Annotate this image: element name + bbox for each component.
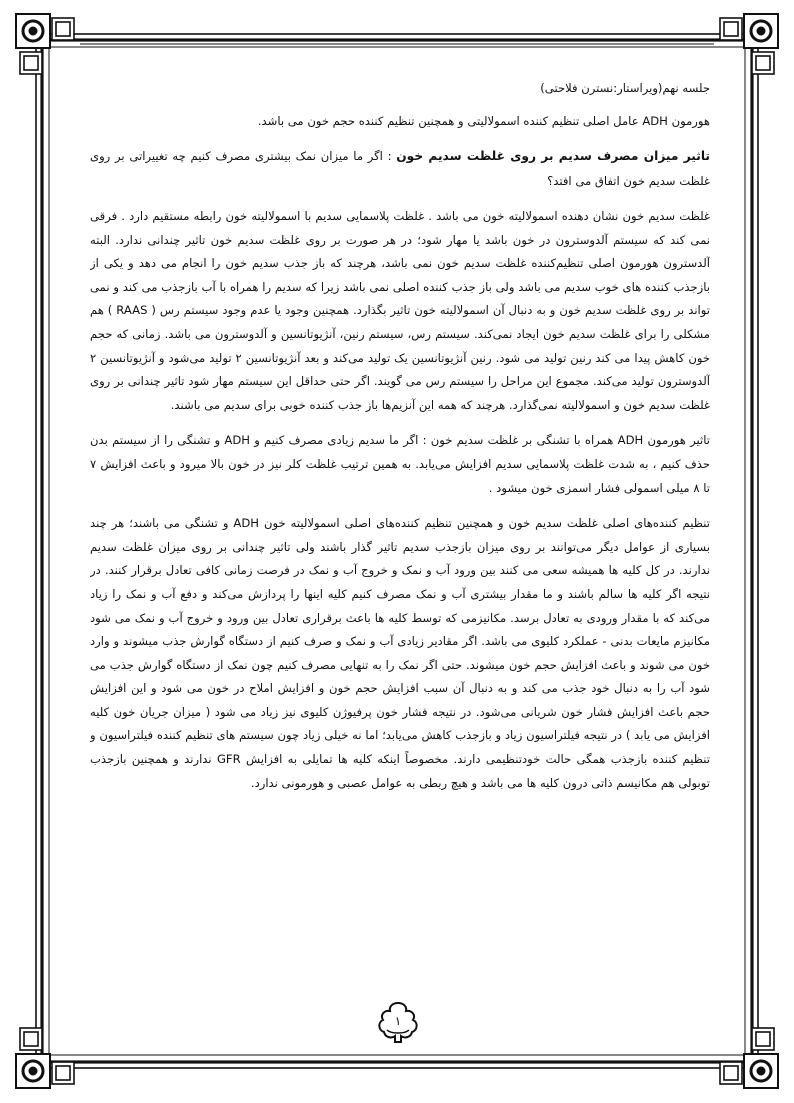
question-paragraph [90, 144, 710, 193]
paragraph-regulators: تنظیم کننده‌های اصلی غلظت سدیم خون و همچنین تنظیم کننده‌های اصلی اسمولالیته خون ADH و تشنگی می باشند؛ هر چند بسیاری از عوامل دیگر می‌توانند بر روی میزان بازجذب سدیم تاثیر گذار باشند ولی تاثیر چندانی بر روی میزان غلظت سدیم ندارند. در کل کلیه ها همیشه سعی می کنند بین ورود آب و نمک و خروج آب و نمک در فرصت زمانی کافی تعادل برقرار کنند. در نتیجه اگر کلیه ها سالم باشند و ما مقدار بیشتری آب و نمک مصرف کنیم کلیه اینها را پردازش می‌کند و دفع آب و نمک را زیاد می‌کند که با مقدار ورودی به تعادل برسد. مکانیزمی که توسط کلیه ها باعث برقراری تعادل بین ورود و خروج آب و نمک می شود مکانیزم مایعات بدنی - عملکرد کلیوی می باشد. اگر مقادیر زیادی آب و نمک و صرف کنیم از دستگاه گوارش جذب میشوند و وارد خون می شوند و باعث افزایش حجم خون میشوند. حتی اگر نمک را به تنهایی مصرف کنیم چون نمک از دستگاه گوارش جذب می شود آب را به دنبال خود جذب می کند و به دنبال آن سبب افزایش حجم خون و افزایش املاح در خون می شود و این افزایش حجم باعث افزایش فشار خون شریانی می‌شود. در نتیجه فشار خون پرفیوژن کلیوی نیز زیاد می شود ( میزان جریان خون کلیه افزایش می یابد ) در نتیجه فیلتراسیون زیاد و بازجذب کاهش می‌یابد؛ اما نه خیلی زیاد چون سیستم های تنظیم کننده فیلتراسیون و تنظیم کننده بازجذب همگی حالت خودتنظیمی دارند. مخصوصاً اینکه کلیه ها تمایلی به افزایش GFR ندارند و همچنین بازجذب توبولی هم مکانیسم ذاتی درون کلیه ها می باشد و هیچ ربطی به عوامل عصبی و هورمونی ندارد. [90, 516, 710, 790]
paragraph-adh-thirst: تاثیر هورمون ADH همراه با تشنگی بر غلظت سدیم خون : اگر ما سدیم زیادی مصرف کنیم و ADH و تشنگی را از سیستم بدن حذف کنیم ، به شدت غلظت پلاسمایی سدیم افزایش می‌یابد. به همین ترتیب غلظت کلر نیز در خون بالا میرود و باعث افزایش ۷ تا ۸ میلی اسمولی فشار اسمزی خون میشود . [90, 433, 710, 495]
page-number: ۱ [394, 1014, 402, 1028]
question-body: : اگر ما میزان نمک بیشتری مصرف کنیم چه تغییراتی بر روی غلظت سدیم خون اتفاق می افتد؟ [90, 149, 710, 188]
corner-ornament-top-right [720, 14, 778, 74]
corner-ornament-top-left [16, 14, 74, 74]
intro-line: هورمون ADH عامل اصلی تنظیم کننده اسمولالیتی و همچنین تنظیم کننده حجم خون می باشد. [257, 114, 710, 128]
paragraph-sodium-concentration: غلظت سدیم خون نشان دهنده اسمولالیته خون می باشد . غلظت پلاسمایی سدیم با اسمولالیته خون رابطه مستقیم دارد . فرقی نمی کند که سیستم آلدوسترون در خون باشد یا مهار شود؛ در هر صورت بر روی غلظت سدیم خون تاثیر چندانی ندارد. البته آلدسترون هورمون اصلی تنظیم‌کننده غلظت سدیم خون نمی باشد، هرچند که باز جذب سدیم خون را انجام می دهد و یکی از بازجذب کننده های خوب سدیم می باشد ولی باز جذب کننده اصلی نمی باشد زیرا که سدیم را همراه با آب بازجذب می کند و نمی تواند بر روی غلظت سدیم خون و به دنبال آن اسمولالیته خون تاثیر بگذارد. همچنین وجود یا عدم وجود سیستم رس ( RAAS ) هم مشکلی را برای غلظت سدیم خون ایجاد نمی‌کند. سیستم رس، سیستم رنین، آنژیوتانسین و آلدوسترون می باشد. زمانی که حجم خون کاهش پیدا می کند رنین تولید می شود. رنین آنژیوتانسین یک تولید می‌کند و بعد آنژیوتانسین ۲ تولید می‌شود و آنژیوتانسین ۲ آلدوسترون تولید می‌کند. مجموع این مراحل را سیستم رس می گویند. اگر حتی حداقل این سیستم مهار شود تاثیر چندانی بر روی غلظت سدیم خون و اسمولالیته نمی‌گذارد. هرچند که همه این آنزیم‌ها باز جذب کننده خوبی برای سدیم می باشند. [90, 209, 710, 412]
corner-ornament-bottom-left [16, 1028, 74, 1088]
corner-ornament-bottom-right [720, 1028, 778, 1088]
session-header: جلسه نهم(ویراستار:نسترن فلاحتی) [540, 81, 710, 95]
page-number-emblem [375, 1000, 421, 1044]
page-content [90, 74, 710, 964]
question-title: تاثیر میزان مصرف سدیم بر روی غلظت سدیم خون [396, 149, 710, 163]
